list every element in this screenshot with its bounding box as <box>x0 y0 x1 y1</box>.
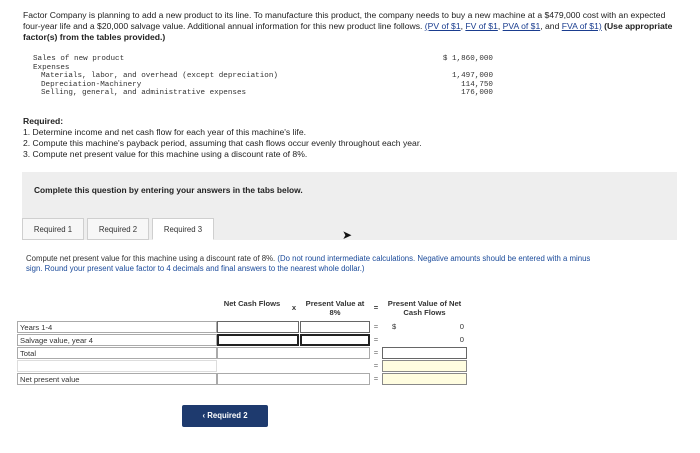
row-label-years: Years 1-4 <box>17 321 217 333</box>
tab-required-1[interactable]: Required 1 <box>22 218 84 240</box>
problem-intro: Factor Company is planning to add a new product to its line. To manufacture this product, the company needs to buy a new machine at a $479,000 cost with an expected four-year life and a $20,000 salvage value. Additional annual information for this new product line follows. (PV of $1, FV of $1, PVA of $1, and FVA of $1) (Use appropriate factor(s) from the tables provided.) <box>23 10 673 42</box>
required-item-2: 2. Compute this machine's payback period, assuming that cash flows occur evenly throughout each year. <box>23 138 422 148</box>
blank-row-label <box>17 360 217 372</box>
pv-result-years: $ 0 <box>392 322 464 331</box>
fva-table-link[interactable]: FVA of $1) <box>561 21 602 31</box>
required-heading: Required: <box>23 116 64 126</box>
materials-value: 1,497,000 <box>451 72 493 81</box>
blank-row-input[interactable] <box>382 360 467 372</box>
intro-text: Factor Company is planning to add a new product to its line. To manufacture this product, the company needs to buy a new machine at a $479,000 cost with an expected four-year life and a $20,000 salvage value. Additional annual information for this new product line follows. <box>23 10 666 31</box>
sales-value: $ 1,860,000 <box>442 55 493 63</box>
tab-content <box>22 240 677 452</box>
factor-instruction: (Use appropriate factor(s) from the tables provided.) <box>23 21 673 42</box>
depreciation-label: Depreciation-Machinery <box>41 80 142 89</box>
net-cash-input-salvage[interactable] <box>217 334 299 346</box>
header-pv-net-cash: Present Value of Net Cash Flows <box>387 299 462 317</box>
npv-table <box>17 297 467 402</box>
selling-label: Selling, general, and administrative expenses <box>41 89 247 98</box>
header-present-value: Present Value at 8% <box>305 299 365 317</box>
pv-factor-input-years[interactable] <box>300 321 370 333</box>
panel-instruction: Complete this question by entering your answers in the tabs below. <box>34 185 303 195</box>
materials-label: Materials, labor, and overhead (except depreciation) <box>41 72 278 81</box>
tab-required-2[interactable]: Required 2 <box>87 218 149 240</box>
chevron-left-icon: ‹ <box>202 411 206 420</box>
total-blank <box>217 347 370 359</box>
desc-main: Compute net present value for this machine using a discount rate of 8%. <box>26 254 276 263</box>
header-equals: = <box>373 303 379 312</box>
depreciation-value: 114,750 <box>461 80 493 89</box>
row-label-npv: Net present value <box>17 373 217 385</box>
npv-result-input[interactable] <box>382 373 467 385</box>
required-item-1: 1. Determine income and net cash flow for each year of this machine's life. <box>23 127 306 137</box>
equals-years: = <box>373 322 379 331</box>
expenses-label: Expenses <box>33 63 70 72</box>
equals-salvage: = <box>373 335 379 344</box>
sales-label: Sales of new product <box>33 55 125 63</box>
fv-table-link[interactable]: FV of $1 <box>465 21 498 31</box>
equals-blank: = <box>373 361 379 370</box>
equals-total: = <box>373 348 379 357</box>
pv-result-total <box>382 347 467 359</box>
header-times: x <box>291 303 297 312</box>
required-item-3: 3. Compute net present value for this machine using a discount rate of 8%. <box>23 149 308 159</box>
equals-npv: = <box>373 374 379 383</box>
pv-table-link[interactable]: (PV of $1 <box>424 21 461 31</box>
dollar-sign: $ <box>392 322 397 331</box>
pva-table-link[interactable]: PVA of $1 <box>502 21 541 31</box>
tab-description <box>26 254 596 273</box>
desc-note: (Do not round intermediate calculations. Negative amounts should be entered with a minus sign. Round your present value factor to 4 decimals and final answers to the nearest whole dollar.) <box>26 254 591 273</box>
selling-value: 176,000 <box>461 89 493 98</box>
pv-factor-input-salvage[interactable] <box>300 334 370 346</box>
npv-blank <box>217 373 370 385</box>
net-cash-input-years[interactable] <box>217 321 299 333</box>
required-list <box>23 116 422 160</box>
tab-required-3[interactable]: Required 3 <box>152 218 214 240</box>
prev-required-button[interactable]: ‹ Required 2 <box>182 405 268 427</box>
pv-result-salvage: 0 <box>459 335 464 344</box>
annual-info-table <box>33 55 493 98</box>
mouse-cursor-icon: ➤ <box>342 228 353 242</box>
row-label-salvage: Salvage value, year 4 <box>17 334 217 346</box>
row-label-total: Total <box>17 347 217 359</box>
question-panel <box>22 172 677 452</box>
header-net-cash-flows: Net Cash Flows <box>223 299 281 308</box>
